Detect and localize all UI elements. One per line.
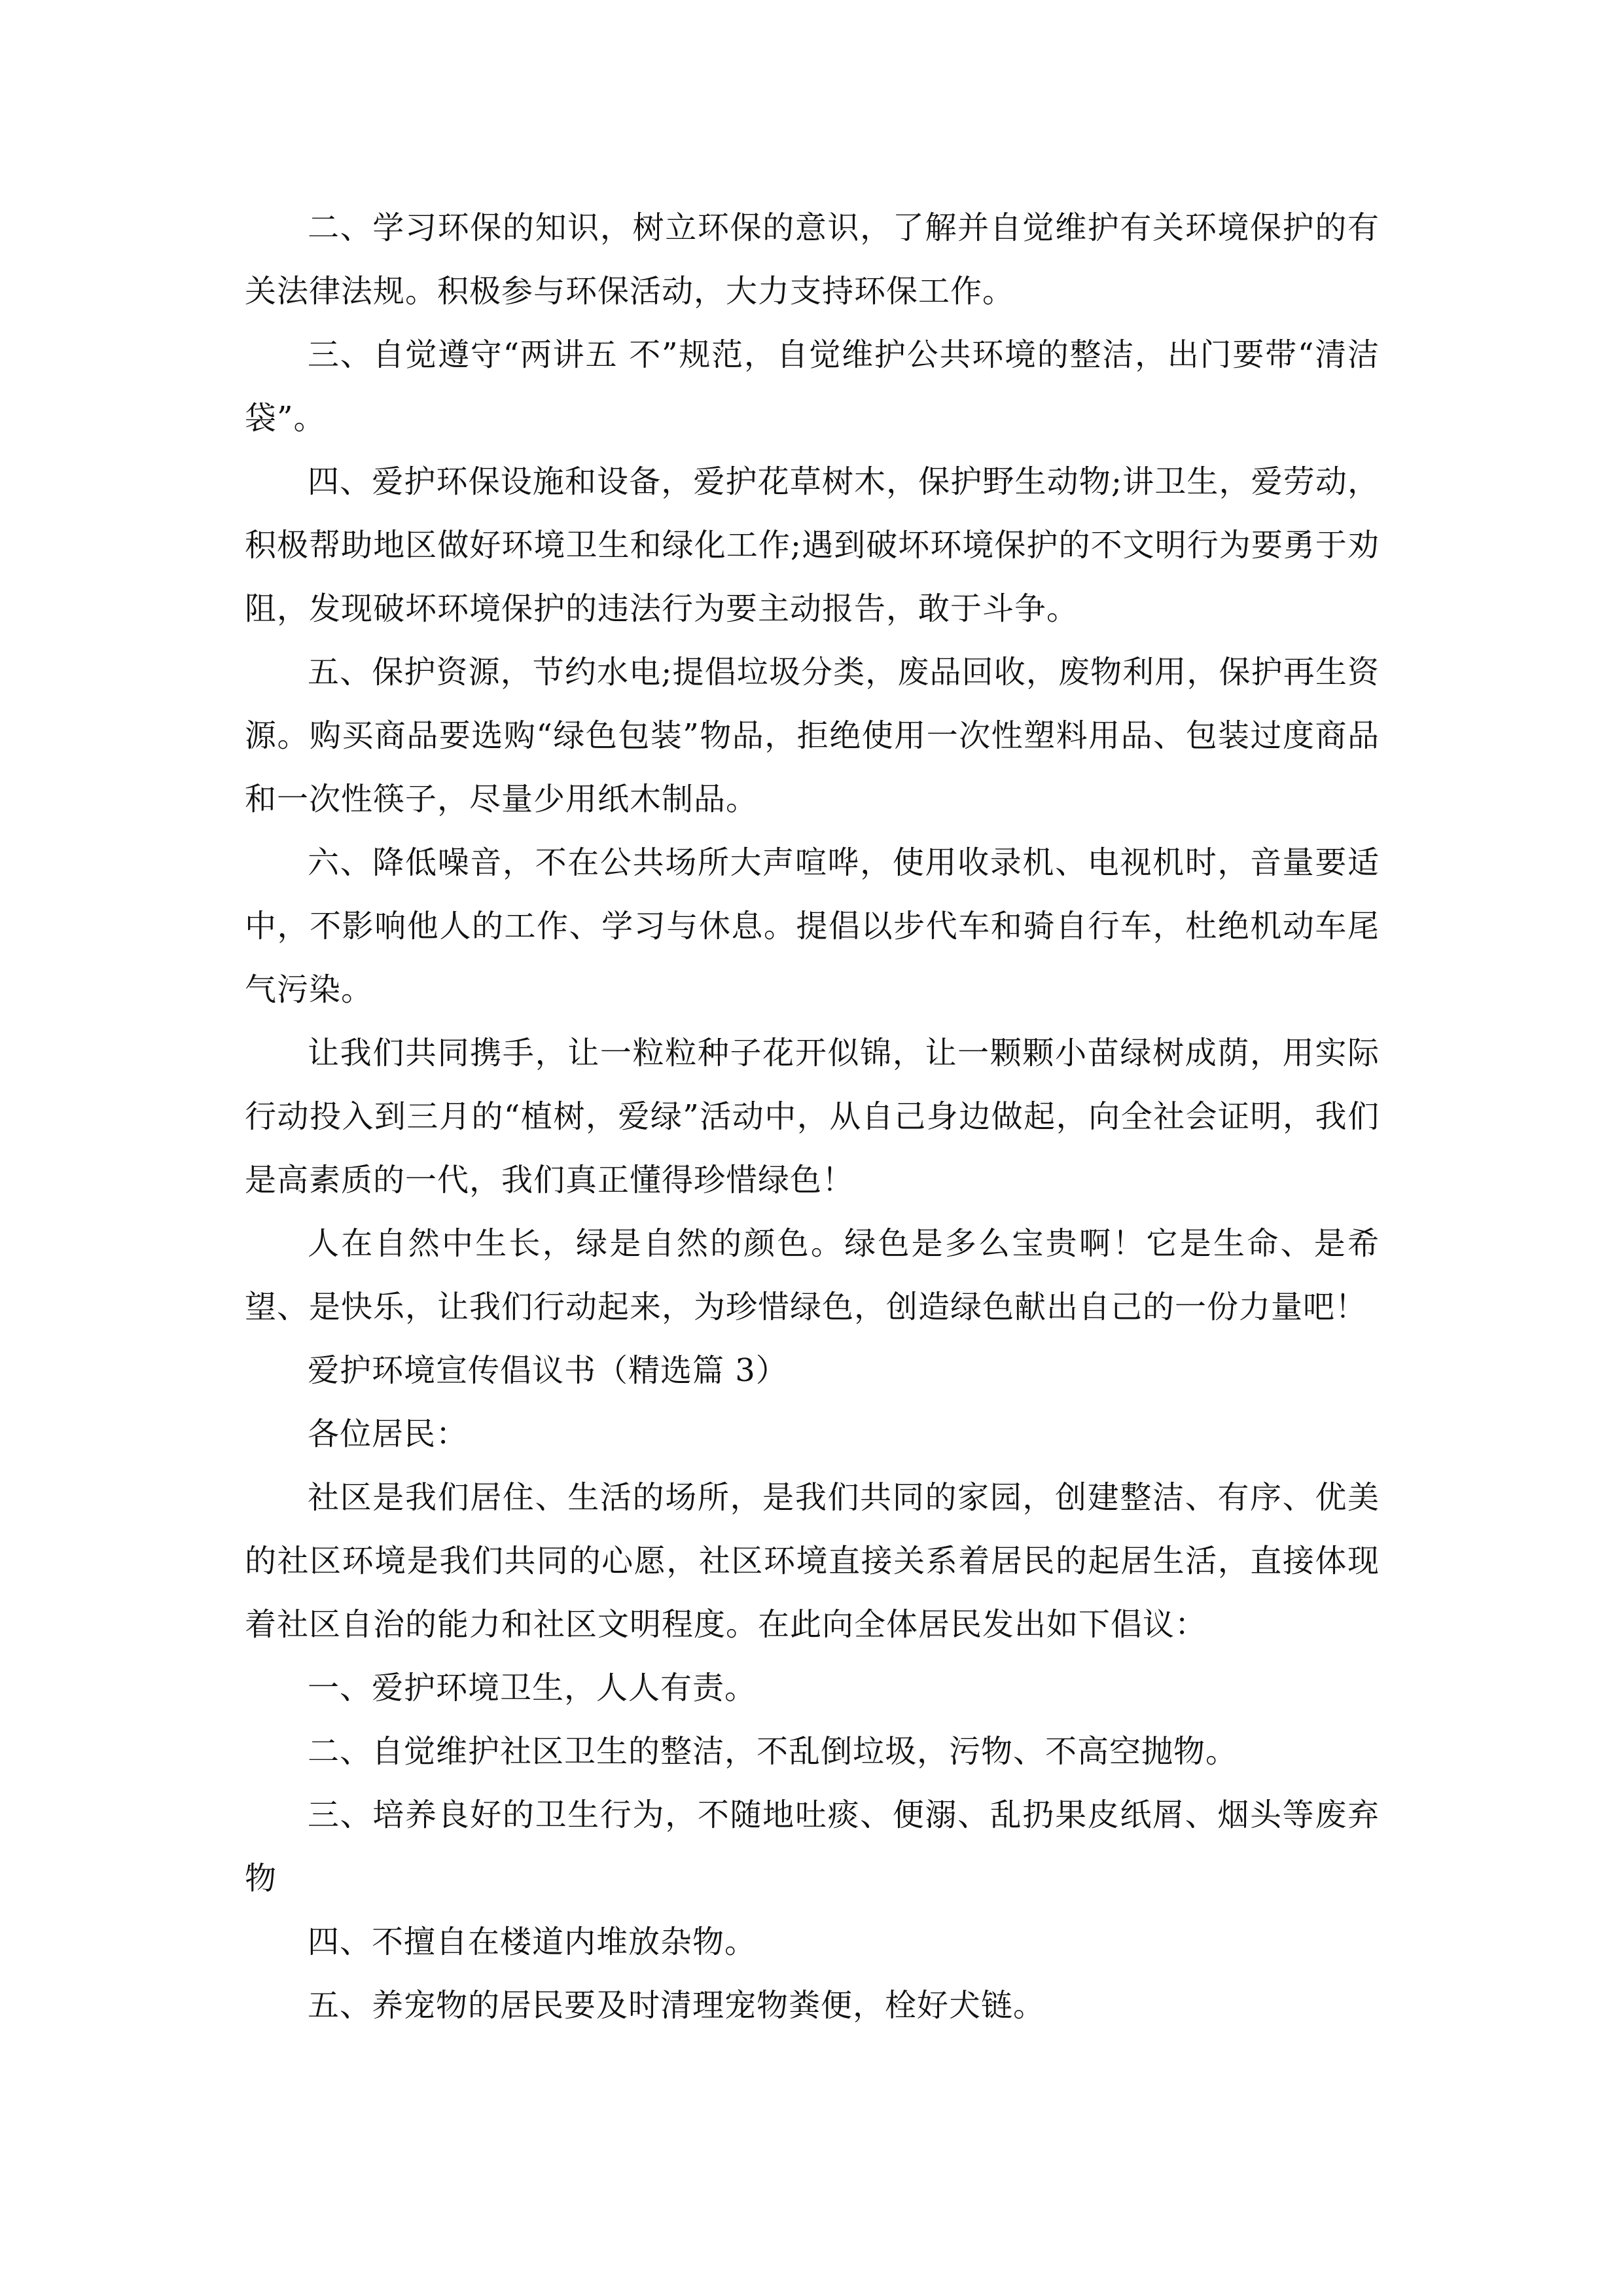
proposal-item-3: 三、培养良好的卫生行为，不随地吐痰、便溺、乱扔果皮纸屑、烟头等废弃物 xyxy=(245,1797,1380,1897)
section-heading: 爱护环境宣传倡议书（精选篇 3） xyxy=(308,1352,788,1389)
paragraph-item-6-reduce-noise: 六、降低噪音，不在公共场所大声喧哗，使用收录机、电视机时，音量要适中，不影响他人的工作、学习与休息。提倡以步代车和骑自行车，杜绝机动车尾气污染。 xyxy=(245,844,1380,1008)
paragraph-item-5-save-resources: 五、保护资源，节约水电;提倡垃圾分类，废品回收，废物利用，保护再生资源。购买商品要选购“绿色包装”物品，拒绝使用一次性塑料用品、包装过度商品和一次性筷子，尽量少用纸木制品。 xyxy=(245,654,1380,817)
proposal-item-1: 一、爱护环境卫生，人人有责。 xyxy=(308,1670,757,1706)
proposal-item-5: 五、养宠物的居民要及时清理宠物粪便，栓好犬链。 xyxy=(308,1987,1046,2024)
proposal-item-2: 二、自觉维护社区卫生的整洁，不乱倒垃圾，污物、不高空抛物。 xyxy=(308,1733,1238,1770)
paragraph-item-2-learn-environmental-knowledge: 二、学习环保的知识，树立环保的意识，了解并自觉维护有关环境保护的有关法律法规。积极参与环保活动，大力支持环保工作。 xyxy=(245,209,1380,310)
paragraph-item-3-public-hygiene: 三、自觉遵守“两讲五 不”规范，自觉维护公共环境的整洁，出门要带“清洁袋”。 xyxy=(245,336,1380,437)
paragraph-call-to-action: 让我们共同携手，让一粒粒种子花开似锦，让一颗颗小苗绿树成荫，用实际行动投入到三月的“植树，爱绿”活动中，从自己身边做起，向全社会证明，我们是高素质的一代，我们真正懂得珍惜绿色！ xyxy=(245,1035,1380,1198)
proposal-item-4: 四、不擅自在楼道内堆放杂物。 xyxy=(308,1924,757,1960)
paragraph-introduction: 社区是我们居住、生活的场所，是我们共同的家园，创建整洁、有序、优美的社区环境是我们共同的心愿，社区环境直接关系着居民的起居生活，直接体现着社区自治的能力和社区文明程度。在此向全体居民发出如下倡议： xyxy=(245,1479,1380,1643)
document-body xyxy=(245,196,1380,2037)
paragraph-closing: 人在自然中生长，绿是自然的颜色。绿色是多么宝贵啊！它是生命、是希望、是快乐，让我们行动起来，为珍惜绿色，创造绿色献出自己的一份力量吧！ xyxy=(245,1225,1380,1325)
salutation: 各位居民： xyxy=(308,1416,469,1452)
paragraph-item-4-protect-facilities: 四、爱护环保设施和设备，爱护花草树木，保护野生动物;讲卫生，爱劳动，积极帮助地区做好环境卫生和绿化工作;遇到破坏环境保护的不文明行为要勇于劝阻，发现破坏环境保护的违法行为要主动报告，敢于斗争。 xyxy=(245,463,1380,627)
